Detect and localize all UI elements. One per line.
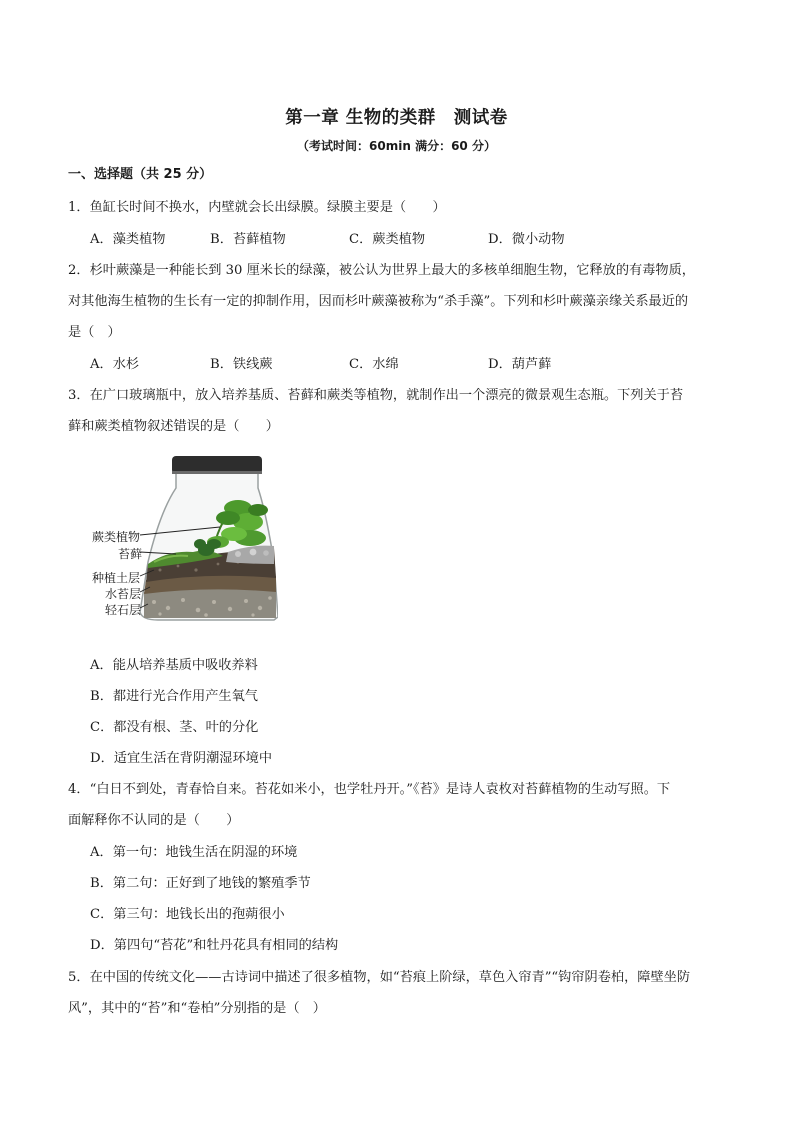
question-3-option-d: D．适宜生活在背阴潮湿环境中	[90, 751, 273, 766]
label-sphagnum-layer: 水苔层	[105, 587, 142, 601]
question-4-stem-line-2: 面解释你不认同的是（ ）	[68, 813, 240, 828]
question-1-option-b: B．苔藓植物	[210, 232, 286, 247]
question-4-stem-line-1: 4．“白日不到处，青春恰自来。苔花如米小，也学牡丹开。”《苔》是诗人袁枚对苔藓植物的生动写照。下	[68, 782, 671, 797]
question-2-option-c: C．水绵	[349, 357, 399, 372]
question-2-option-a: A．水杉	[90, 357, 140, 372]
exam-info: （考试时间：60min 满分：60 分）	[297, 139, 496, 153]
question-1-option-a: A．藻类植物	[90, 232, 166, 247]
question-4-option-d: D．第四句“苔花”和牡丹花具有相同的结构	[90, 938, 339, 953]
question-1-stem: 1．鱼缸长时间不换水，内壁就会长出绿膜。绿膜主要是（ ）	[68, 200, 446, 215]
question-4-option-c: C．第三句：地钱长出的孢蒴很小	[90, 907, 285, 922]
label-moss: 苔藓	[118, 547, 143, 561]
question-3-option-c: C．都没有根、茎、叶的分化	[90, 720, 259, 735]
question-4-option-a: A．第一句：地钱生活在阴湿的环境	[90, 845, 298, 860]
label-pebble-layer: 轻石层	[105, 603, 142, 617]
question-2-stem-line-3: 是（ ）	[68, 325, 121, 340]
question-2-stem-line-2: 对其他海生植物的生长有一定的抑制作用，因而杉叶蕨藻被称为“杀手藻”。下列和杉叶蕨藻亲缘关系最近的	[68, 294, 689, 309]
label-soil-layer: 种植土层	[92, 571, 141, 585]
question-1-option-d: D．微小动物	[488, 232, 565, 247]
question-2-option-d: D．葫芦藓	[488, 357, 552, 372]
label-fern: 蕨类植物	[92, 530, 141, 544]
question-3-option-a: A．能从培养基质中吸收养料	[90, 658, 258, 673]
question-1-option-c: C．蕨类植物	[349, 232, 426, 247]
question-4-option-b: B．第二句：正好到了地钱的繁殖季节	[90, 876, 311, 891]
pebble-layer	[144, 587, 276, 618]
section-heading: 一、选择题（共 25 分）	[68, 167, 213, 182]
question-3-stem-line-2: 藓和蕨类植物叙述错误的是（ ）	[68, 419, 279, 434]
question-2-stem-line-1: 2．杉叶蕨藻是一种能长到 30 厘米长的绿藻，被公认为世界上最大的多核单细胞生物，它释放的有毒物质，	[68, 263, 695, 278]
question-5-stem-line-1: 5．在中国的传统文化——古诗词中描述了很多植物，如“苔痕上阶绿，草色入帘青”“钩帘阴卷柏，障壁坐防	[68, 970, 691, 985]
question-3-option-b: B．都进行光合作用产生氧气	[90, 689, 258, 704]
question-3-stem-line-1: 3．在广口玻璃瓶中，放入培养基质、苔藓和蕨类等植物，就制作出一个漂亮的微景观生态瓶。下列关于苔	[68, 388, 684, 403]
question-5-stem-line-2: 风”，其中的“苔”和“卷柏”分别指的是（ ）	[68, 1001, 326, 1016]
question-2-option-b: B．铁线蕨	[210, 357, 273, 372]
page-title: 第一章 生物的类群 测试卷	[285, 108, 508, 128]
